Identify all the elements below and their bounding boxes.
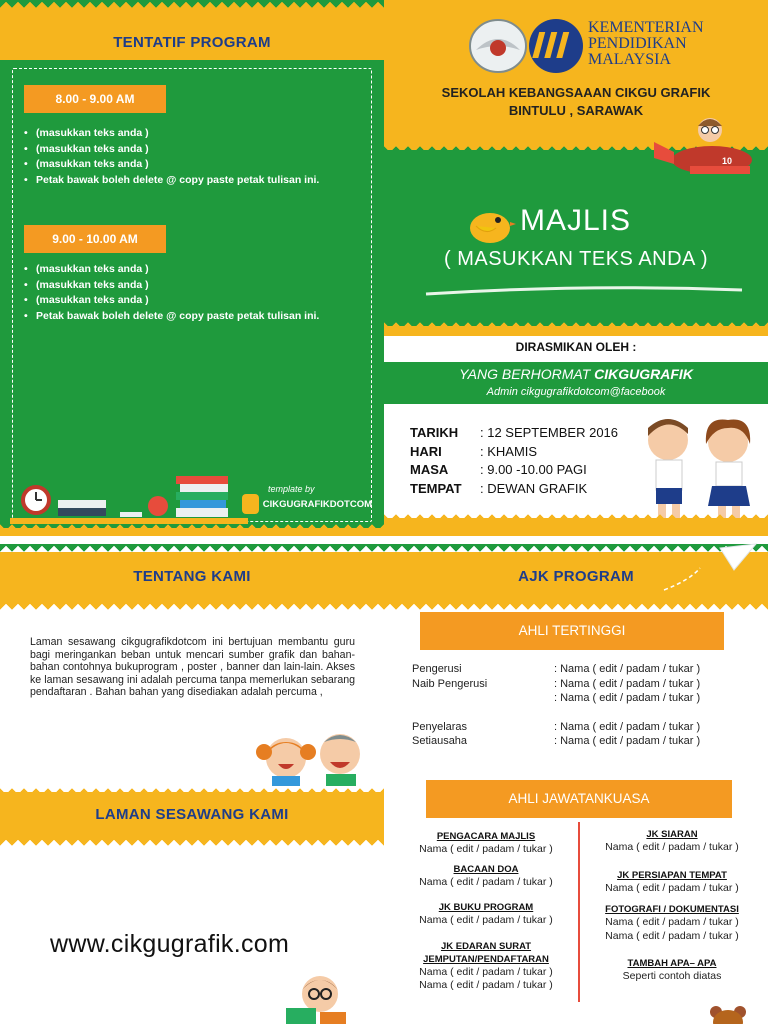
detail-row (410, 424, 640, 443)
ajk-title: AJK PROGRAM (518, 568, 634, 585)
detail-value: : 12 SEPTEMBER 2016 (480, 425, 619, 440)
member-name: : Nama ( edit / padam / tukar ) (554, 692, 701, 704)
zigzag-top (0, 0, 384, 8)
committee-group (396, 863, 576, 890)
member-row-spacer (412, 706, 762, 720)
committee-heading: JK SIARAN (646, 829, 698, 840)
list-item: • (masukkan teks anda ) (22, 157, 352, 173)
member-role: Naib Pengerusi (412, 677, 488, 690)
list-item: • (masukkan teks anda ) (22, 126, 352, 142)
committee-name: Nama ( edit / padam / tukar ) (419, 875, 553, 888)
tentatif-bottom-band (0, 528, 384, 536)
committee-name: Nama ( edit / padam / tukar ) (605, 916, 739, 928)
member-role (412, 691, 554, 706)
member-row (412, 734, 762, 749)
list-item: • Petak bawak boleh delete @ copy paste petak tulisan ini. (22, 309, 352, 325)
bird-icon (462, 204, 516, 246)
happy-kids-illustration (254, 728, 382, 786)
zigzag-green-2 (0, 544, 384, 552)
session-2-time: 9.00 - 10.00 AM (24, 225, 166, 253)
member-row (412, 677, 762, 692)
vip-name: CIKGUGRAFIK (594, 366, 693, 382)
committee-name: Nama ( edit / padam / tukar ) (605, 881, 739, 894)
vip-line (384, 366, 768, 382)
list-item: • (masukkan teks anda ) (22, 293, 352, 309)
member-row (412, 662, 762, 677)
school-crest-icon (468, 18, 528, 74)
member-name: : Nama ( edit / padam / tukar ) (554, 735, 701, 747)
list-item: • (masukkan teks anda ) (22, 142, 352, 158)
committee-heading: BACAAN DOA (453, 863, 519, 875)
ministry-logo-icon (528, 18, 584, 74)
session-1-list (22, 126, 352, 188)
committee-left-column (396, 830, 576, 993)
committee-group (582, 903, 762, 943)
top-members-banner: AHLI TERTINGGI (420, 612, 724, 650)
member-row (412, 720, 762, 735)
detail-value: : KHAMIS (480, 443, 538, 459)
list-item: • (masukkan teks anda ) (22, 278, 352, 294)
detail-key: TARIKH (410, 425, 459, 440)
ministry-line-1: KEMENTERIAN (588, 19, 704, 36)
detail-row (410, 480, 640, 499)
member-name: : Nama ( edit / padam / tukar ) (554, 677, 701, 690)
plane-illustration (650, 108, 760, 192)
event-title: MAJLIS (520, 204, 632, 237)
committee-heading: JK BUKU PROGRAM (438, 902, 534, 913)
school-location: BINTULU , SARAWAK (508, 103, 644, 118)
member-role: Penyelaras (412, 720, 468, 733)
committee-heading: TAMBAH APA– APA (627, 958, 717, 969)
committee-group (396, 830, 576, 857)
about-text: Laman sesawang cikgugrafikdotcom ini bertujuan membantu guru bagi meringankan beban untuk mencari sumber grafik dan bahan-bahan contohnya bukuprogram , poster , banner dan lain-lain. Akses ke laman sesawang ini adalah percuma tanpa memerlukan sebarang pendaftaran . Bahan bahan yang disediakan adalah percuma , (30, 636, 355, 699)
cover-bottom-band (384, 518, 768, 536)
tentatif-title: TENTATIF PROGRAM (113, 34, 271, 51)
list-item: • (masukkan teks anda ) (22, 262, 352, 278)
committee-right-column (582, 828, 762, 984)
school-name: SEKOLAH KEBANGSAAAN CIKGU GRAFIK (441, 85, 711, 100)
paper-plane-icon (660, 540, 760, 600)
zigzag-yellow-6 (0, 838, 384, 846)
officiated-label: DIRASMIKAN OLEH : (515, 340, 637, 354)
website-url[interactable]: www.cikgugrafik.com (50, 930, 290, 958)
session-2-list (22, 262, 352, 324)
website-title: LAMAN SESAWANG KAMI (95, 806, 289, 823)
plane-number: 10 (722, 156, 733, 166)
ministry-name (588, 20, 704, 68)
brand-logo-icon (242, 494, 259, 514)
detail-value: : DEWAN GRAFIK (480, 480, 588, 496)
detail-key: MASA (410, 462, 449, 477)
session-1-time: 8.00 - 9.00 AM (24, 85, 166, 113)
page-divider (0, 536, 768, 544)
teddy-bear-icon (708, 1004, 748, 1024)
credit-brand: CIKGUGRAFIKDOTCOM (262, 498, 372, 510)
member-name: : Nama ( edit / padam / tukar ) (554, 720, 701, 733)
member-role: Setiausaha (412, 735, 468, 747)
committee-group (582, 957, 762, 984)
top-members-list (412, 662, 762, 749)
event-subtitle: ( MASUKKAN TEKS ANDA ) (443, 248, 709, 270)
column-divider (578, 822, 580, 1002)
committee-heading: JK PERSIAPAN TEMPAT (617, 869, 727, 881)
committee-group (582, 869, 762, 896)
detail-value: : 9.00 -10.00 PAGI (480, 462, 587, 477)
committee-name: Nama ( edit / padam / tukar ) (605, 929, 739, 942)
detail-row (410, 461, 640, 480)
member-row (412, 691, 762, 706)
vip-note: Admin cikgugrafikdotcom@facebook (486, 386, 666, 398)
ministry-line-3: MALAYSIA (588, 51, 671, 68)
zigzag-yellow-5 (0, 784, 384, 792)
committee-group (396, 901, 576, 928)
detail-key: HARI (410, 443, 442, 459)
committee-heading: PENGACARA MAJLIS (436, 831, 536, 842)
zigzag-yellow-7 (384, 602, 768, 610)
member-role: Pengerusi (412, 663, 462, 675)
event-details (410, 424, 640, 498)
reading-boy-illustration (280, 968, 352, 1024)
committee-name: Nama ( edit / padam / tukar ) (419, 965, 553, 978)
list-item: • Petak bawak boleh delete @ copy paste petak tulisan ini. (22, 173, 352, 189)
zigzag-yellow (0, 520, 384, 528)
committee-banner: AHLI JAWATANKUASA (426, 780, 732, 818)
zigzag-yellow-2 (384, 318, 768, 326)
tentatif-header-band (0, 0, 384, 60)
committee-name: Seperti contoh diatas (622, 970, 722, 982)
committee-name: Nama ( edit / padam / tukar ) (419, 914, 553, 926)
ministry-line-2: PENDIDIKAN (588, 35, 687, 52)
vip-prefix: YANG BERHORMAT (459, 366, 591, 382)
detail-row (410, 443, 640, 462)
about-title: TENTANG KAMI (133, 568, 251, 585)
credit-small: template by (268, 484, 315, 494)
committee-name: Nama ( edit / padam / tukar ) (605, 841, 739, 853)
committee-name: Nama ( edit / padam / tukar ) (419, 979, 553, 991)
zigzag-yellow-4 (0, 602, 384, 610)
zigzag-yellow-3 (384, 510, 768, 518)
chalk-underline (424, 282, 744, 298)
committee-heading: JK EDARAN SURAT JEMPUTAN/PENDAFTARAN (423, 940, 549, 965)
committee-group (396, 940, 576, 993)
template-credit (242, 484, 372, 514)
thin-yellow-band (384, 326, 768, 336)
committee-name: Nama ( edit / padam / tukar ) (419, 843, 553, 855)
committee-heading: FOTOGRAFI / DOKUMENTASI (605, 904, 739, 915)
committee-group (582, 828, 762, 855)
classroom-props-illustration (10, 470, 250, 526)
member-name: : Nama ( edit / padam / tukar ) (554, 663, 701, 675)
member-role (412, 706, 554, 720)
detail-key: TEMPAT (410, 480, 462, 496)
